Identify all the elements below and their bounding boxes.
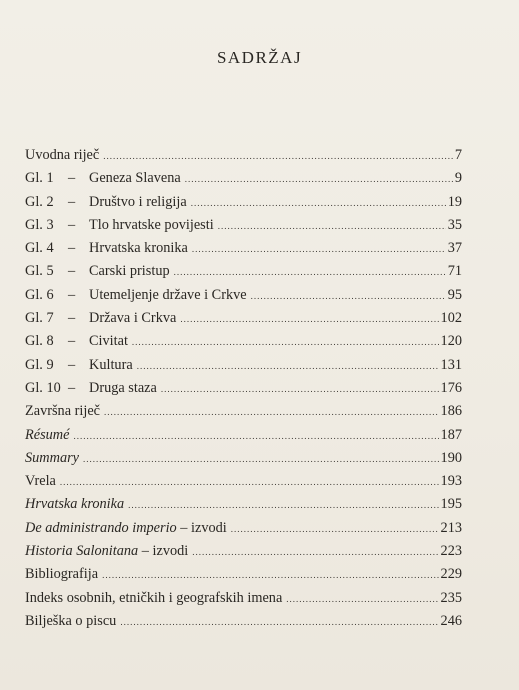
dot-leader <box>218 221 446 231</box>
toc-dash: – <box>68 170 76 187</box>
dot-leader <box>132 337 439 347</box>
toc-entry-title: Društvo i religija <box>89 193 187 210</box>
toc-entry-title: Résumé <box>25 426 70 443</box>
toc-entry <box>25 473 462 496</box>
toc-entry-page: 35 <box>447 216 462 233</box>
toc-entry-page: 102 <box>440 310 462 327</box>
toc-entry-title: Indeks osobnih, etničkih i geografskih imena <box>25 589 283 606</box>
toc-entry-page: 213 <box>440 519 462 536</box>
toc-chapter-number: Gl. 8 <box>25 333 54 350</box>
toc-dash: – <box>68 356 76 373</box>
toc-dash: – <box>68 379 76 396</box>
toc-entry <box>25 613 462 636</box>
toc-entry-title: Vrela <box>25 473 56 490</box>
dot-leader <box>104 407 439 417</box>
dot-leader <box>120 617 438 627</box>
toc-entry-page: 71 <box>447 263 462 280</box>
page-title: SADRŽAJ <box>216 48 303 67</box>
toc-entry-page: 186 <box>440 403 462 420</box>
toc-dash: – <box>68 286 76 303</box>
toc-entry <box>25 590 462 613</box>
dot-leader <box>251 291 446 301</box>
toc-entry <box>25 147 462 170</box>
toc-entry-title: Bilješka o piscu <box>25 612 117 629</box>
toc-chapter-number: Gl. 10 <box>25 379 61 396</box>
dot-leader <box>102 570 438 580</box>
toc-entry <box>25 543 462 566</box>
toc-entry-title: Država i Crkva <box>89 310 177 327</box>
dot-leader <box>192 547 438 557</box>
toc-entry-page: 7 <box>454 147 462 163</box>
toc-entry <box>25 240 462 263</box>
toc-entry <box>25 170 462 193</box>
dot-leader <box>73 431 438 441</box>
toc-entry-title: Hrvatska kronika <box>25 496 125 513</box>
toc-entry <box>25 287 462 310</box>
toc-entry <box>25 357 462 380</box>
toc-chapter-number: Gl. 7 <box>25 310 54 327</box>
toc-entry-suffix: – izvodi <box>138 543 189 560</box>
dot-leader <box>191 198 446 208</box>
toc-chapter-number: Gl. 2 <box>25 193 54 210</box>
toc-dash: – <box>68 193 76 210</box>
toc-entry-title: Geneza Slavena <box>89 170 181 187</box>
dot-leader <box>185 174 453 184</box>
toc-entry-title: Hrvatska kronika <box>89 240 188 257</box>
toc-entry <box>25 496 462 519</box>
toc-entry-title: Carski pristup <box>89 263 170 280</box>
toc-entry-title: De administrando imperio <box>25 519 177 536</box>
dot-leader <box>286 594 438 604</box>
dot-leader <box>174 267 446 277</box>
toc-chapter-number: Gl. 1 <box>25 170 54 187</box>
toc-entry <box>25 333 462 356</box>
toc-entry <box>25 263 462 286</box>
toc-entry <box>25 194 462 217</box>
dot-leader <box>103 151 453 161</box>
toc-entry-page: 120 <box>440 333 462 350</box>
toc-entry-title: Bibliografija <box>25 566 99 583</box>
toc-entry-page: 235 <box>440 589 462 606</box>
toc-entry-page: 190 <box>440 449 462 466</box>
toc-entry-title: Tlo hrvatske povijesti <box>89 216 214 233</box>
table-of-contents <box>25 147 462 636</box>
toc-chapter-number: Gl. 3 <box>25 216 54 233</box>
toc-entry-title: Civitat <box>89 333 128 350</box>
toc-entry-title: Kultura <box>89 356 133 373</box>
toc-dash: – <box>68 216 76 233</box>
toc-entry-page: 223 <box>440 543 462 560</box>
dot-leader <box>231 524 439 534</box>
toc-dash: – <box>68 310 76 327</box>
dot-leader <box>60 477 439 487</box>
toc-chapter-number: Gl. 9 <box>25 356 54 373</box>
toc-entry <box>25 450 462 473</box>
dot-leader <box>192 244 446 254</box>
toc-entry-page: 9 <box>454 170 462 187</box>
toc-entry-page: 95 <box>447 286 462 303</box>
toc-entry-page: 193 <box>440 473 462 490</box>
toc-entry-page: 195 <box>440 496 462 513</box>
dot-leader <box>137 361 439 371</box>
toc-entry <box>25 520 462 543</box>
toc-entry-suffix: – izvodi <box>176 519 227 536</box>
toc-entry <box>25 566 462 589</box>
toc-entry-title: Summary <box>25 449 80 466</box>
toc-entry-page: 37 <box>447 240 462 257</box>
dot-leader <box>180 314 438 324</box>
toc-chapter-number: Gl. 4 <box>25 240 54 257</box>
toc-entry-page: 187 <box>440 426 462 443</box>
toc-entry-page: 229 <box>440 566 462 583</box>
toc-entry-page: 19 <box>447 193 462 210</box>
dot-leader <box>83 454 439 464</box>
toc-dash: – <box>68 333 76 350</box>
toc-entry <box>25 310 462 333</box>
toc-entry-title: Utemeljenje države i Crkve <box>89 286 247 303</box>
toc-entry-page: 246 <box>440 612 462 629</box>
toc-entry-title: Uvodna riječ <box>25 147 100 163</box>
toc-entry-title: Druga staza <box>89 379 157 396</box>
dot-leader <box>161 384 439 394</box>
toc-dash: – <box>68 240 76 257</box>
toc-entry <box>25 380 462 403</box>
toc-entry-page: 176 <box>440 379 462 396</box>
toc-entry <box>25 217 462 240</box>
toc-dash: – <box>68 263 76 280</box>
toc-entry-page: 131 <box>440 356 462 373</box>
dot-leader <box>128 500 438 510</box>
toc-entry-title: Završna riječ <box>25 403 101 420</box>
toc-chapter-number: Gl. 6 <box>25 286 54 303</box>
toc-entry <box>25 403 462 426</box>
toc-entry-title: Historia Salonitana <box>25 543 139 560</box>
toc-entry <box>25 427 462 450</box>
toc-chapter-number: Gl. 5 <box>25 263 54 280</box>
